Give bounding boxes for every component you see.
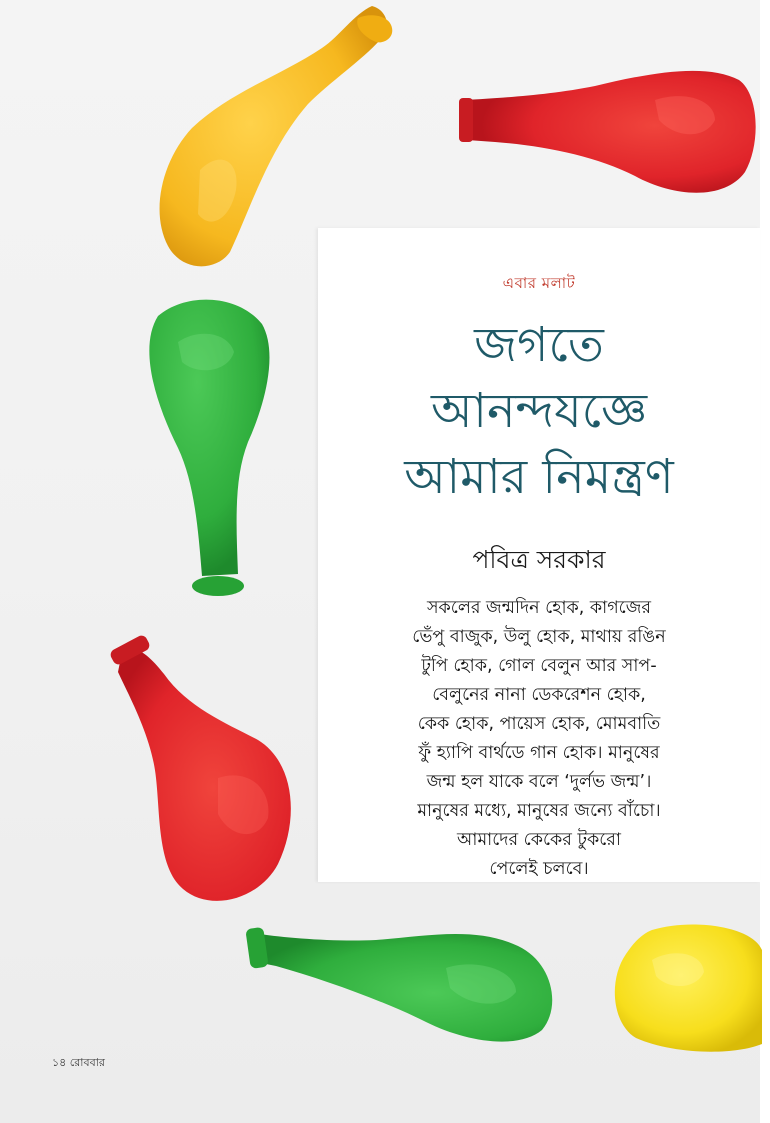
intro-line: সকলের জন্মদিন হোক, কাগজের	[426, 598, 651, 618]
page-folio: ১৪ রোববার	[52, 1056, 105, 1069]
intro-line: ফুঁ হ্যাপি বার্থডে গান হোক। মানুষের	[418, 743, 660, 763]
intro-line: আমাদের কেকের টুকরো	[457, 830, 621, 850]
author-byline: পবিত্র সরকার	[472, 545, 606, 574]
green-balloon-image	[138, 292, 278, 604]
intro-line: কেক হোক, পায়েস হোক, মোমবাতি	[417, 714, 661, 734]
intro-line: বেলুনের নানা ডেকরেশন হোক,	[432, 685, 646, 705]
red-balloon-image	[455, 60, 765, 210]
green-balloon-image	[246, 918, 564, 1048]
intro-line: জন্ম হল যাকে বলে ‘দুর্লভ জন্ম’।	[426, 772, 652, 792]
red-balloon-image	[108, 628, 300, 910]
headline-line: আমার নিমন্ত্রণ	[404, 449, 674, 505]
intro-line: মানুষের মধ্যে, মানুষের জন্যে বাঁচো।	[417, 801, 661, 821]
article-card	[318, 228, 760, 882]
article-headline	[328, 312, 750, 510]
yellow-balloon-image	[612, 920, 762, 1055]
headline-line: জগতে	[474, 317, 604, 373]
intro-line: পেলেই চলবে।	[489, 859, 589, 879]
intro-line: টুপি হোক, গোল বেলুন আর সাপ-	[421, 656, 657, 676]
section-kicker: এবার মলাট	[502, 274, 576, 292]
headline-line: আনন্দযজ্ঞে	[430, 383, 648, 439]
intro-line: ভেঁপু বাজুক, উলু হোক, মাথায় রঙিন	[412, 627, 666, 647]
article-intro	[354, 594, 724, 884]
